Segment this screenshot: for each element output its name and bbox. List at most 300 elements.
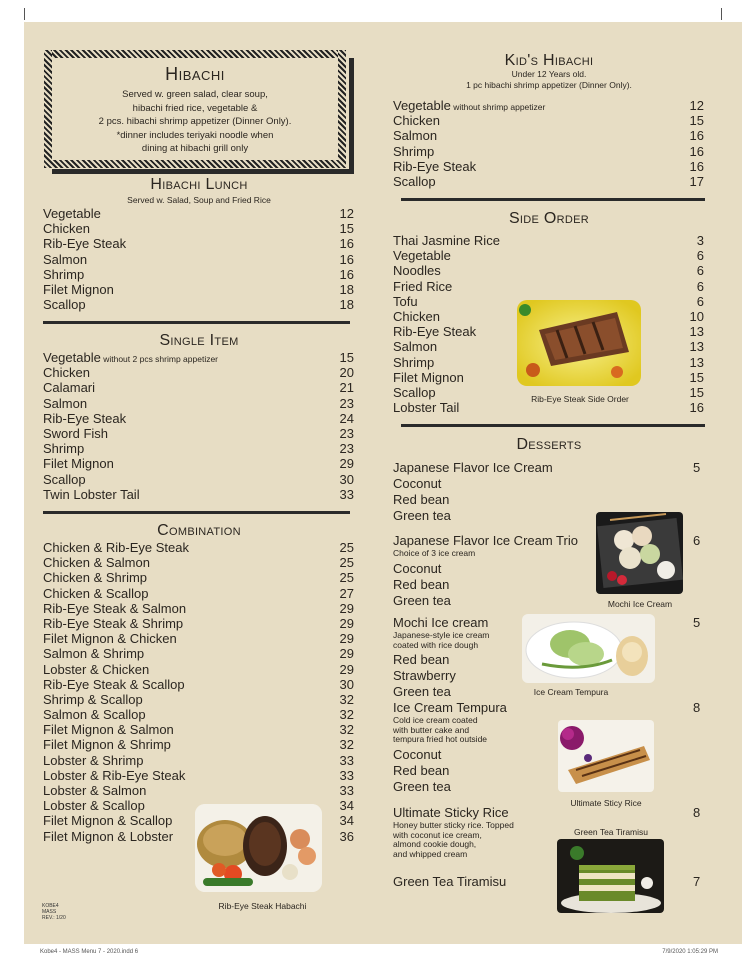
menu-item-name: [43, 707, 146, 722]
item-name-text: Salmon & Shrimp: [43, 646, 145, 662]
item-name-text: Lobster & Rib-Eye Steak: [43, 767, 186, 783]
menu-item-price: 15: [689, 384, 704, 400]
dessert-flavor: Strawberry: [393, 668, 456, 683]
menu-item-price: 25: [339, 555, 354, 571]
menu-item-price: 25: [339, 540, 354, 555]
item-name-text: Salmon & Scallop: [43, 707, 146, 723]
desc-line: 2 pcs. hibachi shrimp appetizer (Dinner Only).: [98, 116, 292, 127]
item-name-text: Lobster Tail: [393, 400, 460, 416]
kids-hibachi-title: Kid's Hibachi: [504, 52, 594, 69]
menu-item-name: [43, 380, 95, 395]
menu-item: [43, 692, 354, 707]
item-name-text: Rib-Eye Steak: [43, 236, 127, 252]
menu-item: [43, 753, 354, 768]
item-name-text: Rib-Eye Steak: [393, 324, 477, 340]
dessert-note: [393, 716, 708, 745]
menu-item-name: [43, 768, 185, 783]
menu-item-name: [393, 339, 437, 354]
menu-item: [43, 236, 354, 251]
item-name-text: Chicken: [43, 365, 90, 381]
item-name-text: Rib-Eye Steak & Salmon: [43, 600, 187, 616]
item-name-text: Calamari: [43, 380, 96, 396]
menu-item: [43, 282, 354, 297]
menu-item-name: [43, 540, 189, 555]
menu-item-name: [43, 586, 149, 601]
menu-item-price: 17: [689, 173, 704, 189]
menu-item-price: 16: [689, 128, 704, 144]
menu-item: [43, 722, 354, 737]
side-order-photo-caption: Rib-Eye Steak Side Order: [531, 394, 629, 404]
menu-item: [393, 174, 704, 189]
menu-item-name: [43, 252, 87, 267]
desc-line: hibachi fried rice, vegetable &: [132, 102, 258, 114]
box-border: [338, 50, 346, 168]
menu-item: [43, 586, 354, 601]
menu-item-price: 3: [696, 233, 704, 248]
item-name-text: Shrimp: [393, 354, 435, 370]
menu-item-price: 23: [339, 425, 354, 441]
section-divider: [401, 424, 705, 427]
menu-item-price: 16: [689, 158, 704, 174]
print-slug: [0, 944, 746, 960]
menu-item: [43, 540, 354, 555]
menu-item-price: 13: [689, 339, 704, 355]
rib-eye-steak-habachi-photo: [195, 804, 322, 892]
hibachi-lunch-title: Hibachi Lunch: [150, 176, 248, 193]
dessert-price: 5: [693, 615, 701, 630]
desserts-title: Desserts: [516, 436, 582, 453]
menu-item: [43, 555, 354, 570]
menu-item-name: [393, 113, 440, 128]
item-note: without 2 pcs shrimp appetizer: [100, 354, 219, 364]
menu-item-price: 25: [339, 570, 354, 586]
note-line: and whipped cream: [393, 848, 468, 859]
hibachi-box: [44, 50, 356, 172]
item-name-text: Rib-Eye Steak: [43, 410, 127, 426]
item-name-text: Filet Mignon & Chicken: [43, 631, 177, 647]
menu-item-name: [43, 365, 90, 380]
single-item-title: Single Item: [159, 332, 239, 349]
item-note: without shrimp appetizer: [450, 102, 546, 112]
ultimate-sticky-rice-photo: [558, 720, 654, 792]
menu-item-name: [393, 263, 441, 278]
item-name-text: Salmon: [393, 128, 438, 144]
menu-item-name: [43, 783, 146, 798]
menu-item-name: [43, 829, 173, 844]
item-name-text: Chicken: [43, 221, 90, 237]
menu-item-price: 13: [689, 354, 704, 370]
menu-item: [43, 677, 354, 692]
menu-item-price: 12: [339, 206, 354, 221]
item-name-text: Filet Mignon & Lobster: [43, 828, 174, 844]
menu-item-name: [43, 813, 172, 828]
item-name-text: Lobster & Chicken: [43, 661, 150, 677]
dessert-name: Ice Cream Tempura: [393, 700, 507, 715]
menu-item-name: [43, 692, 143, 707]
menu-item: [393, 263, 704, 278]
dessert-item: [393, 874, 708, 890]
print-code: [42, 903, 66, 921]
menu-item-name: [393, 248, 451, 263]
item-name-text: Filet Mignon & Scallop: [43, 813, 173, 829]
menu-item-name: [43, 396, 87, 411]
menu-item: [43, 297, 354, 312]
item-name-text: Scallop: [393, 384, 436, 400]
menu-item-price: 24: [339, 410, 354, 426]
menu-item-name: [43, 297, 86, 312]
item-name-text: Chicken & Shrimp: [43, 570, 148, 586]
menu-item-price: 29: [339, 646, 354, 662]
item-name-text: Scallop: [43, 471, 86, 487]
menu-item-price: 10: [689, 308, 704, 324]
menu-item: [43, 365, 354, 380]
dessert-name: Mochi Ice cream: [393, 615, 489, 630]
item-name-text: Filet Mignon: [43, 281, 114, 297]
rib-eye-steak-side-order-photo: [517, 300, 641, 386]
menu-item-price: 21: [339, 380, 354, 396]
menu-item: [43, 646, 354, 661]
menu-item-price: 15: [689, 113, 704, 129]
dessert-name: Japanese Flavor Ice Cream Trio: [393, 533, 578, 548]
hibachi-lunch-subtitle: Served w. Salad, Soup and Fried Rice: [127, 195, 271, 205]
slug-filename: Kobe4 - MASS Menu 7 - 2020.indd 6: [40, 949, 139, 955]
menu-item-price: 29: [339, 456, 354, 472]
menu-item: [43, 441, 354, 456]
menu-item-name: [43, 236, 126, 251]
item-name-text: Filet Mignon: [43, 456, 114, 472]
menu-item-name: [43, 282, 114, 297]
menu-item-name: [43, 472, 86, 487]
menu-item-name: [393, 144, 434, 159]
slug-timestamp: 7/9/2020 1:05:29 PM: [662, 949, 718, 955]
menu-item-price: 15: [339, 221, 354, 237]
menu-item-price: 29: [339, 631, 354, 647]
dessert-price: 5: [693, 460, 701, 475]
dessert-name: Japanese Flavor Ice Cream: [393, 460, 553, 475]
desc-line: *dinner includes teriyaki noodle when: [116, 129, 274, 141]
item-name-text: Rib-Eye Steak: [393, 158, 477, 174]
menu-item-price: 15: [689, 369, 704, 385]
menu-item-name: [43, 487, 140, 502]
item-name-text: Shrimp: [43, 441, 85, 457]
menu-item-price: 6: [696, 278, 704, 294]
desc-line: Served w. green salad, clear soup,: [122, 89, 268, 100]
dessert-price: 6: [693, 533, 701, 548]
dessert-flavor: Green tea: [393, 778, 451, 794]
dessert-flavor: Green tea: [393, 592, 451, 608]
menu-item-price: 16: [339, 236, 354, 252]
menu-item-price: 29: [339, 615, 354, 631]
menu-item-name: [43, 411, 126, 426]
menu-item: [43, 737, 354, 752]
item-name-text: Sword Fish: [43, 425, 109, 441]
menu-item-price: 16: [689, 400, 704, 416]
hibachi-box-content: [52, 58, 338, 160]
menu-item-price: 29: [339, 600, 354, 616]
item-name-text: Filet Mignon & Shrimp: [43, 737, 171, 753]
menu-item-price: 23: [339, 441, 354, 457]
desc-line: dining at hibachi grill only: [141, 143, 249, 154]
item-name-text: Lobster & Scallop: [43, 798, 145, 814]
menu-item-price: 30: [339, 676, 354, 692]
menu-item-name: [43, 426, 108, 441]
dessert-item: [393, 805, 708, 821]
note-line: almond cookie dough,: [393, 839, 477, 849]
menu-item: [43, 267, 354, 282]
menu-item-price: 27: [339, 585, 354, 601]
menu-item-price: 16: [339, 251, 354, 267]
menu-item: [43, 456, 354, 471]
menu-item-price: 18: [339, 281, 354, 297]
menu-item-price: 6: [696, 293, 704, 309]
dessert-price: 8: [693, 700, 701, 715]
combination-photo-caption: Rib-Eye Steak Habachi: [218, 901, 307, 911]
note-line: Cold ice cream coated: [393, 715, 478, 725]
item-name-text: Thai Jasmine Rice: [393, 233, 500, 248]
menu-item-name: [43, 616, 183, 631]
dessert-note: Choice of 3 ice cream: [393, 548, 476, 558]
box-border: [44, 160, 346, 168]
menu-item-price: 32: [339, 722, 354, 738]
menu-item-price: 33: [339, 783, 354, 798]
dessert-flavor: Red bean: [393, 652, 450, 667]
item-name-text: Salmon: [393, 339, 438, 355]
menu-item-name: [43, 441, 84, 456]
item-name-text: Lobster & Salmon: [43, 783, 147, 798]
menu-item-name: [43, 267, 84, 282]
menu-item: [393, 279, 704, 294]
item-name-text: Salmon: [43, 395, 88, 411]
menu-item: [393, 144, 704, 159]
single-item-list: [43, 350, 354, 502]
dessert-flavor: Red bean: [393, 762, 450, 778]
menu-item-price: 33: [339, 767, 354, 783]
item-name-text: Scallop: [393, 173, 436, 189]
dessert-name: Ultimate Sticky Rice: [393, 805, 509, 820]
tempura-photo-caption: Ice Cream Tempura: [533, 687, 609, 697]
menu-item-name: [393, 370, 464, 385]
menu-item-price: 13: [689, 324, 704, 340]
item-name-text: Noodles: [393, 263, 441, 279]
tiramisu-photo-caption: Green Tea Tiramisu: [573, 827, 648, 837]
menu-item-name: [43, 221, 90, 236]
hibachi-lunch-list: [43, 206, 354, 312]
menu-item: [393, 98, 704, 113]
mochi-photo-caption: Mochi Ice Cream: [607, 599, 673, 609]
menu-item-price: 33: [339, 752, 354, 768]
item-name-text: Vegetable: [43, 206, 101, 221]
menu-item: [43, 206, 354, 221]
print-code-line: MASS: [42, 909, 57, 915]
dessert-flavor: Green tea: [393, 508, 451, 523]
menu-item-name: [43, 570, 147, 585]
item-name-text: Vegetable: [393, 98, 451, 113]
menu-item: [43, 380, 354, 395]
menu-item-name: [393, 400, 459, 415]
dessert-item: [393, 460, 708, 476]
dessert-tempura: [393, 700, 708, 795]
box-border: [44, 50, 346, 58]
item-name-text: Chicken & Rib-Eye Steak: [43, 540, 189, 555]
item-name-text: Chicken & Scallop: [43, 585, 149, 601]
section-divider: [401, 198, 705, 201]
kids-hibachi-list: [393, 98, 704, 189]
dessert-flavor: Green tea: [393, 684, 451, 699]
menu-item-name: [43, 601, 186, 616]
menu-item-price: 16: [339, 266, 354, 282]
item-name-text: Tofu: [393, 293, 418, 309]
dessert-flavor: Coconut: [393, 476, 442, 491]
menu-item: [43, 631, 354, 646]
note-line: tempura fried hot outside: [393, 734, 488, 744]
item-name-text: Salmon: [43, 251, 88, 267]
menu-item-price: 6: [696, 248, 704, 264]
menu-item-name: [43, 737, 171, 752]
dessert-flavor: Red bean: [393, 492, 450, 507]
menu-item-price: 30: [339, 471, 354, 487]
crop-mark: [721, 8, 722, 20]
menu-item-name: [43, 677, 185, 692]
item-name-text: Vegetable: [43, 350, 101, 365]
item-name-text: Scallop: [43, 297, 86, 313]
menu-item-name: [43, 753, 143, 768]
print-code-line: KOBE4: [42, 903, 59, 909]
item-name-text: Rib-Eye Steak & Shrimp: [43, 615, 184, 631]
item-name-text: Twin Lobster Tail: [43, 486, 140, 502]
menu-item: [393, 113, 704, 128]
dessert-name: Green Tea Tiramisu: [393, 874, 507, 889]
menu-item-price: 34: [339, 798, 354, 814]
note-line: Honey butter sticky rice. Topped: [393, 820, 514, 830]
menu-item-price: 6: [696, 263, 704, 279]
menu-item-name: [393, 324, 476, 339]
note-line: coated with rice dough: [393, 639, 479, 650]
mochi-ice-cream-photo: [596, 512, 683, 594]
menu-item-name: [393, 355, 434, 370]
menu-item: [43, 570, 354, 585]
menu-item-name: [393, 279, 452, 294]
crop-mark: [24, 8, 25, 20]
note-line: with coconut ice cream,: [393, 829, 482, 840]
menu-item-price: 20: [339, 365, 354, 381]
kids-hibachi-subtitle: Under 12 Years old.: [511, 69, 587, 79]
menu-item-name: [43, 456, 114, 471]
dessert-flavor: Coconut: [393, 746, 442, 762]
menu-item: [43, 411, 354, 426]
note-line: with butter cake and: [393, 724, 470, 735]
menu-item: [393, 128, 704, 143]
menu-item: [43, 350, 354, 365]
menu-item-price: 32: [339, 691, 354, 707]
item-name-text: Filet Mignon & Salmon: [43, 722, 174, 738]
item-name-text: Fried Rice: [393, 278, 453, 294]
note-line: Japanese-style ice cream: [393, 630, 490, 640]
menu-item: [393, 159, 704, 174]
menu-item-name: [393, 385, 436, 400]
item-name-text: Rib-Eye Steak & Scallop: [43, 676, 185, 692]
menu-item-name: [43, 206, 101, 221]
menu-item: [43, 252, 354, 267]
menu-item-name: [43, 662, 149, 677]
menu-item-price: 23: [339, 395, 354, 411]
menu-item: [43, 662, 354, 677]
menu-item-name: [43, 798, 145, 813]
section-divider: [43, 321, 350, 324]
menu-item: [43, 783, 354, 798]
menu-item-price: 36: [339, 828, 354, 844]
ice-cream-tempura-photo: [522, 614, 655, 683]
menu-item-name: [393, 309, 440, 324]
menu-item-price: 16: [689, 143, 704, 159]
section-divider: [43, 511, 350, 514]
menu-item-name: [393, 233, 500, 248]
dessert-price: 8: [693, 805, 701, 820]
item-name-text: Chicken: [393, 308, 440, 324]
item-name-text: Chicken & Salmon: [43, 555, 150, 571]
dessert-price: 7: [693, 874, 701, 889]
menu-item-name: [393, 159, 476, 174]
dessert-flavor: Red bean: [393, 576, 450, 592]
menu-item-price: 33: [339, 486, 354, 502]
menu-item-name: [43, 555, 150, 570]
menu-item: [393, 248, 704, 263]
item-name-text: Shrimp: [393, 143, 435, 159]
menu-item-name: [43, 631, 177, 646]
menu-item-price: 29: [339, 661, 354, 677]
hibachi-title: Hibachi: [165, 64, 225, 84]
menu-item-name: [393, 174, 436, 189]
menu-item-price: 32: [339, 737, 354, 753]
menu-item-price: 32: [339, 707, 354, 723]
menu-item: [43, 396, 354, 411]
item-name-text: Lobster & Shrimp: [43, 752, 144, 768]
menu-item: [43, 472, 354, 487]
menu-item: [43, 616, 354, 631]
menu-item: [43, 768, 354, 783]
hibachi-description: [52, 88, 338, 156]
menu-item-price: 34: [339, 813, 354, 829]
menu-item-price: 15: [339, 350, 354, 365]
sticky-rice-photo-caption: Ultimate Sticy Rice: [570, 798, 642, 808]
item-name-text: Chicken: [393, 113, 440, 129]
side-order-title: Side Order: [508, 210, 590, 227]
menu-item: [43, 707, 354, 722]
menu-item-price: 18: [339, 297, 354, 313]
menu-item-name: [43, 646, 144, 661]
menu-item: [43, 487, 354, 502]
menu-item-name: [393, 294, 418, 309]
menu-item: [43, 601, 354, 616]
combination-list: [43, 540, 354, 844]
combination-title: Combination: [157, 522, 241, 539]
dessert-tiramisu: [393, 874, 708, 890]
print-code-line: REV.: 1/20: [42, 915, 66, 921]
item-name-text: Vegetable: [393, 248, 451, 264]
item-name-text: Shrimp: [43, 266, 85, 282]
menu-item-name: [393, 128, 437, 143]
box-border: [44, 50, 52, 168]
kids-hibachi-subtitle: 1 pc hibachi shrimp appetizer (Dinner Only).: [466, 80, 632, 90]
menu-item: [43, 426, 354, 441]
menu-item-name: [43, 722, 174, 737]
dessert-item: [393, 700, 708, 716]
item-name-text: Filet Mignon: [393, 369, 464, 385]
item-name-text: Shrimp & Scallop: [43, 691, 143, 707]
menu-item-price: 12: [689, 98, 704, 113]
dessert-flavor: Coconut: [393, 560, 442, 576]
menu-item: [393, 233, 704, 248]
menu-item: [43, 221, 354, 236]
